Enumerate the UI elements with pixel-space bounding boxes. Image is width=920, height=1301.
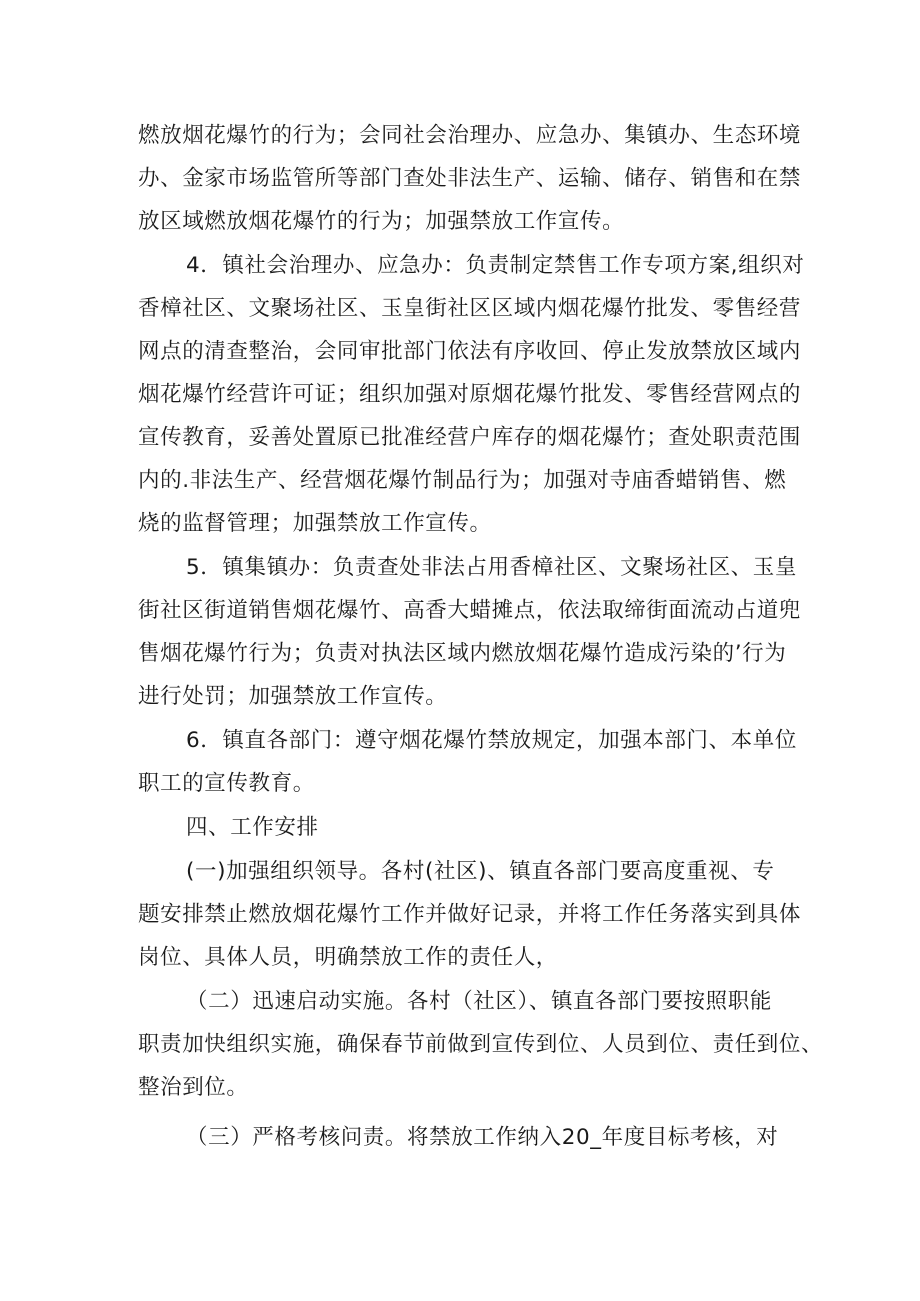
text-line: 烟花爆竹经营许可证；组织加强对原烟花爆竹批发、零售经营网点的	[138, 382, 802, 407]
text-line: 燃放烟花爆竹的行为；会同社会治理办、应急办、集镇办、生态环境	[138, 123, 802, 148]
text-line: 宣传教育，妥善处置原已批准经营户库存的烟花爆竹；查处职责范围	[138, 425, 802, 450]
text-line: 香樟社区、文聚场社区、玉皇街社区区域内烟花爆竹批发、零售经营	[138, 296, 802, 321]
text-line: 4．镇社会治理办、应急办：负责制定禁售工作专项方案,组织对	[186, 253, 805, 278]
text-line: 6．镇直各部门：遵守烟花爆竹禁放规定，加强本部门、本单位	[186, 728, 797, 753]
text-line: 售烟花爆竹行为；负责对执法区域内燃放烟花爆竹造成污染的’行为	[138, 641, 787, 666]
section-heading: 四、工作安排	[186, 815, 319, 840]
text-line: 职工的宣传教育。	[138, 771, 315, 796]
text-line: (一)加强组织领导。各村(社区)、镇直各部门要高度重视、专	[186, 859, 775, 884]
text-line: 进行处罚；加强禁放工作宣传。	[138, 684, 448, 709]
text-line: 内的.非法生产、经营烟花爆竹制品行为；加强对寺庙香蜡销售、燃	[138, 468, 787, 493]
text-line: （二）迅速启动实施。各村（社区）、镇直各部门要按照职能	[186, 989, 772, 1014]
text-line: 办、金家市场监管所等部门查处非法生产、运输、储存、销售和在禁	[138, 166, 802, 191]
text-line: 整治到位。	[138, 1075, 249, 1100]
text-line: 题安排禁止燃放烟花爆竹工作并做好记录，并将工作任务落实到具体	[138, 902, 802, 927]
text-line: 街社区街道销售烟花爆竹、高香大蜡摊点，依法取缔街面流动占道兜	[138, 598, 802, 623]
text-line: 放区域燃放烟花爆竹的行为；加强禁放工作宣传。	[138, 209, 625, 234]
text-line: 5．镇集镇办：负责查处非法占用香樟社区、文聚场社区、玉皇	[186, 555, 797, 580]
text-line: 网点的清查整治，会同审批部门依法有序收回、停止发放禁放区域内	[138, 339, 802, 364]
text-line: 职责加快组织实施，确保春节前做到宣传到位、人员到位、责任到位、	[138, 1032, 824, 1057]
text-line: 烧的监督管理；加强禁放工作宣传。	[138, 511, 492, 536]
text-line: （三）严格考核问责。将禁放工作纳入20_年度目标考核，对	[186, 1125, 779, 1150]
text-line: 岗位、具体人员，明确禁放工作的责任人，	[138, 945, 558, 970]
